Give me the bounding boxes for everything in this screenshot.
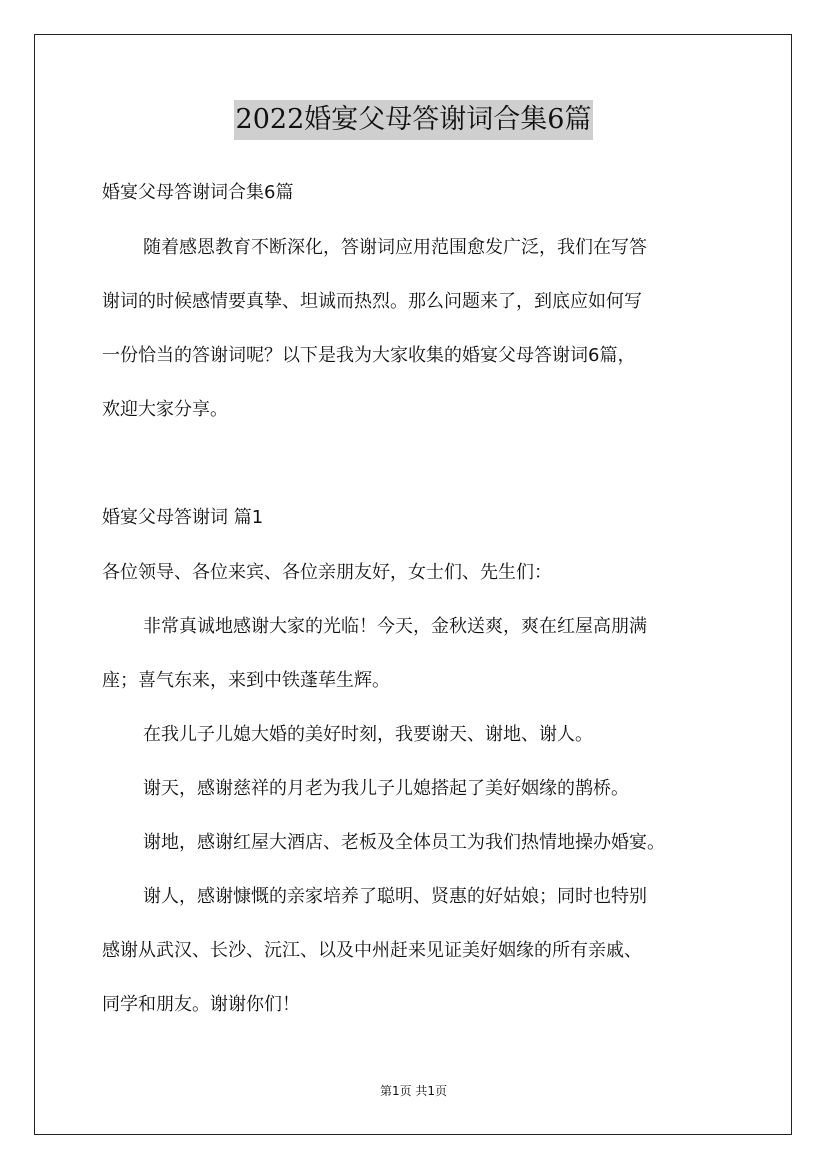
paragraph-line-8: 同学和朋友。谢谢你们！ [102,994,300,1015]
title-wrap [0,100,827,140]
intro-line-4: 欢迎大家分享。 [102,399,228,420]
page-footer: 第1页 共1页 [379,1084,448,1098]
document-title: 2022婚宴父母答谢词合集6篇 [234,100,594,140]
intro-line-3: 一份恰当的答谢词呢？以下是我为大家收集的婚宴父母答谢词6篇， [102,345,636,366]
intro-line-1: 随着感恩教育不断深化，答谢词应用范围愈发广泛，我们在写答 [143,237,647,258]
paragraph-line-5: 谢地，感谢红屋大酒店、老板及全体员工为我们热情地操办婚宴。 [143,832,665,853]
paragraph-line-4: 谢天，感谢慈祥的月老为我儿子儿媳搭起了美好姻缘的鹊桥。 [143,778,629,799]
intro-line-2: 谢词的时候感情要真挚、坦诚而热烈。那么问题来了，到底应如何写 [102,291,642,312]
paragraph-line-1: 非常真诚地感谢大家的光临！今天，金秋送爽，爽在红屋高朋满 [143,616,647,637]
paragraph-line-2: 座；喜气东来，来到中铁蓬荜生辉。 [102,670,390,691]
subtitle: 婚宴父母答谢词合集6篇 [102,182,294,203]
greeting: 各位领导、各位来宾、各位亲朋友好，女士们、先生们： [102,562,552,583]
paragraph-line-6: 谢人，感谢慷慨的亲家培养了聪明、贤惠的好姑娘；同时也特别 [143,886,647,907]
paragraph-line-3: 在我儿子儿媳大婚的美好时刻，我要谢天、谢地、谢人。 [143,724,593,745]
section-heading: 婚宴父母答谢词 篇1 [102,507,264,528]
paragraph-line-7: 感谢从武汉、长沙、沅江、以及中州赶来见证美好姻缘的所有亲戚、 [102,940,642,961]
